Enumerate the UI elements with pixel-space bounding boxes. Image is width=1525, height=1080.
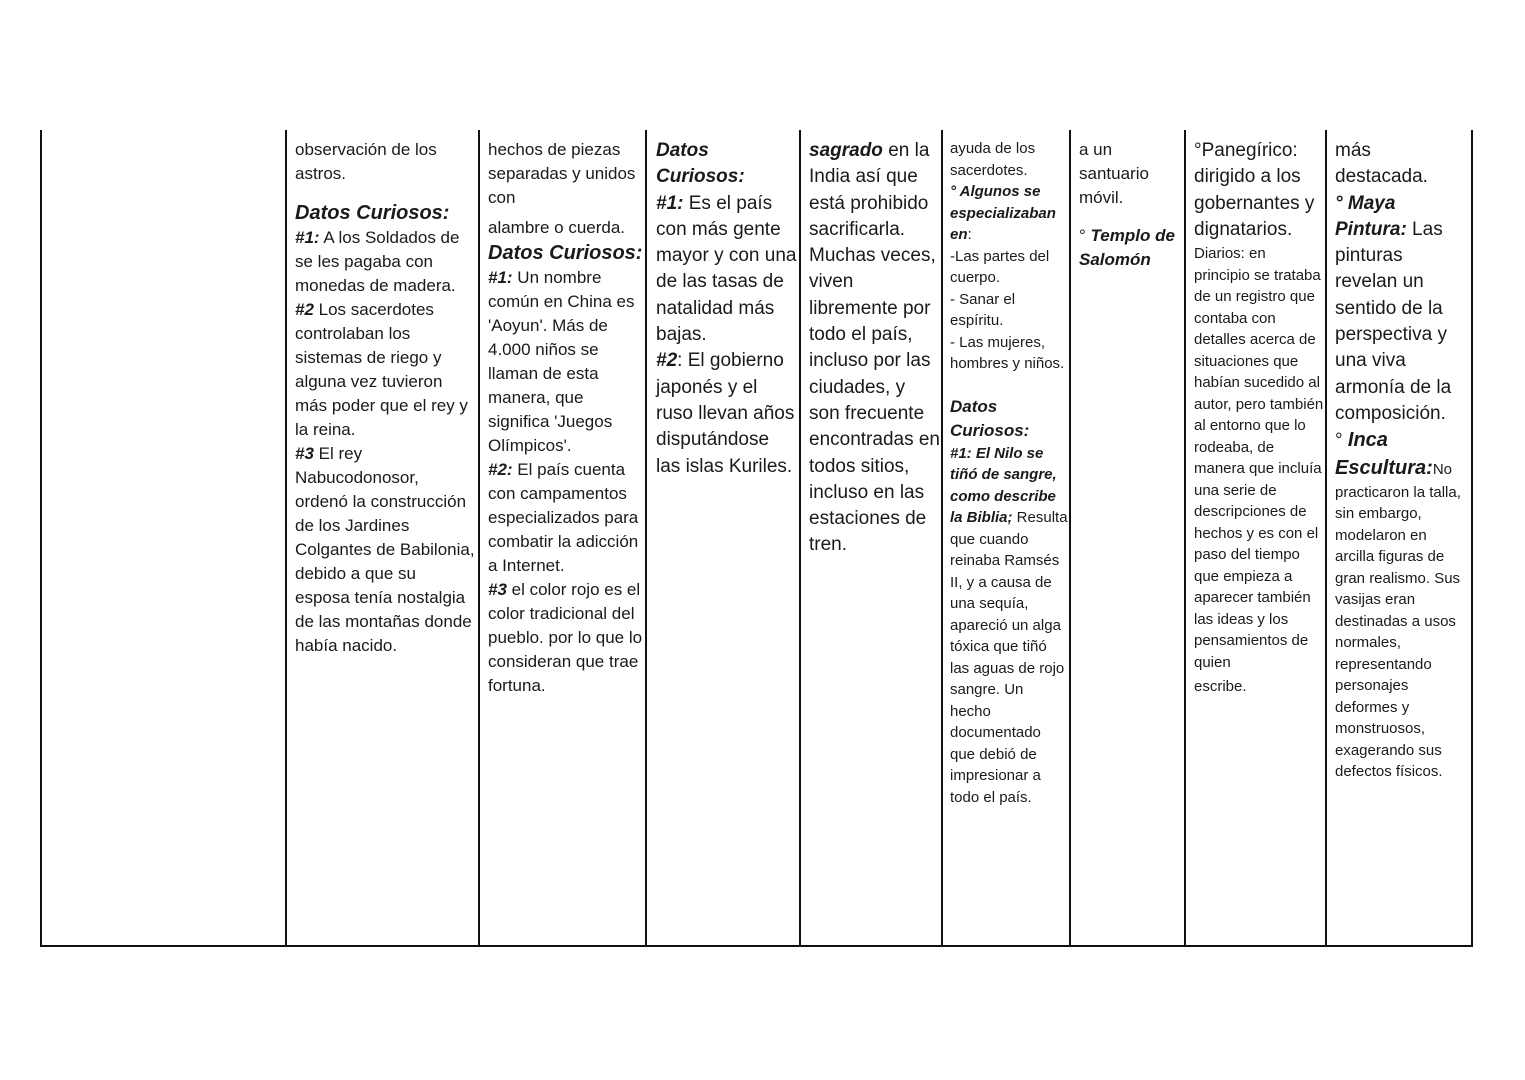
col8-diarios: Diarios: en principio se trataba de un registro que contaba con detalles acerca de situaciones que habían sucedido al autor, pero también al entorno que lo rodeaba, de manera que incluía una serie de descripciones de hechos y es con el paso del tiempo que empieza a aparecer también las ideas y los pensamientos de quien (1194, 245, 1324, 671)
table-column-6 (943, 130, 1071, 945)
col3-fact-3: #3 el color rojo es el color tradicional del pueblo. por lo que lo consideran que trae fortuna. (488, 580, 643, 695)
table-column-4 (647, 130, 801, 945)
col3-intro-1: hechos de piezas separadas y unidos con (488, 140, 636, 207)
col4-fact-1: #1: Es el país con más gente mayor y con una de las tasas de natalidad más bajas. (656, 192, 797, 346)
column-4-text (656, 138, 798, 480)
col6-heading: Datos Curiosos: (950, 396, 1030, 440)
column-9-text (1335, 138, 1469, 783)
comparison-table (40, 130, 1473, 947)
col9-maya: ° Maya Pintura: Las pinturas revelan un sentido de la perspectiva y una viva armonía de la composición. (1335, 192, 1452, 424)
table-column-7 (1071, 130, 1186, 945)
col3-fact-1: #1: Un nombre común en China es 'Aoyun'. Más de 4.000 niños se llaman de esta manera, que significa 'Juegos Olímpicos'. (488, 268, 635, 455)
col2-heading: Datos Curiosos: (295, 202, 450, 224)
col9-intro: más destacada. (1335, 140, 1428, 188)
col2-intro: observación de los astros. (295, 140, 437, 183)
col6-item-1: -Las partes del cuerpo. (950, 247, 1050, 286)
col3-fact-2: #2: El país cuenta con campamentos especializados para combatir la adicción a Internet. (488, 460, 639, 575)
col3-heading: Datos Curiosos: (488, 242, 643, 264)
col6-fact-1: #1: El Nilo se tiñó de sangre, como describe la Biblia; Resulta que cuando reinaba Ramsés II, y a causa de una sequía, apareció un alga tóxica que tiñó las aguas de rojo sangre. Un hecho documentado que debió de impresionar a todo el país. (950, 444, 1068, 806)
col4-heading: Datos Curiosos: (656, 140, 745, 188)
col4-fact-2: #2: El gobierno japonés y el ruso llevan años disputándose las islas Kuriles. (656, 350, 795, 477)
column-8-text (1194, 138, 1324, 698)
table-column-9 (1327, 130, 1471, 945)
col5-paragraph: sagrado en la India así que está prohibido sacrificarla. Muchas veces, viven libremente por todo el país, incluso por las ciudades, y son frecuente encontradas en todos sitios, incluso en las estaciones de tren. (809, 140, 940, 556)
col7-temple: ° Templo de Salomón (1079, 226, 1175, 269)
table-column-8 (1186, 130, 1327, 945)
column-2-text (295, 138, 475, 658)
col6-item-2: - Sanar el espíritu. (950, 290, 1016, 329)
col9-inca: ° Inca Escultura:No practicaron la talla, sin embargo, modelaron en arcilla figuras de gran realismo. Sus vasijas eran destinadas a usos normales, representando personajes deformes y monstruosos, exagerando sus defectos físicos. (1335, 429, 1461, 781)
col2-fact-3: #3 El rey Nabucodonosor, ordenó la construcción de los Jardines Colgantes de Babilonia, debido a que su esposa tenía nostalgia de las montañas donde había nacido. (295, 444, 475, 655)
col8-panegirico: °Panegírico: dirigido a los gobernantes y dignatarios. (1194, 140, 1315, 240)
table-column-3 (480, 130, 647, 945)
col6-item-3: - Las mujeres, hombres y niños. (950, 333, 1065, 372)
col6-specialization: ° Algunos se especializaban en: (950, 183, 1056, 243)
col2-fact-1: #1: A los Soldados de se les pagaba con monedas de madera. (295, 228, 460, 295)
column-3-text (488, 138, 643, 698)
col8-last: escribe. (1194, 678, 1247, 696)
col6-intro: ayuda de los sacerdotes. (950, 140, 1036, 179)
col3-intro-2: alambre o cuerda. (488, 218, 626, 237)
column-6-text (950, 138, 1068, 808)
column-7-text (1079, 138, 1183, 272)
column-5-text (809, 138, 941, 559)
table-column-5 (801, 130, 943, 945)
col7-intro: a un santuario móvil. (1079, 140, 1149, 207)
table-column-1 (42, 130, 287, 945)
col2-fact-2: #2 Los sacerdotes controlaban los sistemas de riego y alguna vez tuvieron más poder que el rey y la reina. (295, 300, 468, 439)
table-column-2 (287, 130, 480, 945)
